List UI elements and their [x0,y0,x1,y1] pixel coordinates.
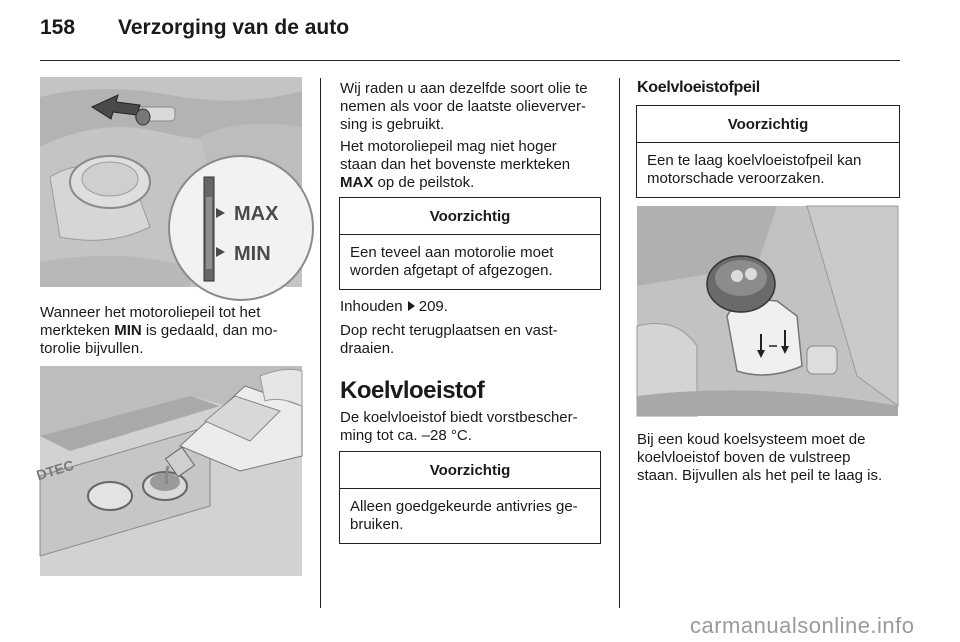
warning-title: Voorzichtig [340,198,600,235]
cap-paragraph [340,322,605,358]
warning-box-antifreeze [339,451,601,544]
column-divider-2 [619,78,620,608]
text-line: Alleen goedgekeurde antivries ge- [350,498,578,515]
text-line: Bij een koud koelsysteem moet de [637,431,866,448]
text-line: Wij raden u aan dezelfde soort olie te [340,80,588,97]
caption-text: merkteken [40,322,115,339]
caption-text: is gedaald, dan mo- [141,322,278,339]
warning-body [340,489,600,543]
min-marker-label: MIN [234,243,271,265]
reference-arrow-icon[interactable] [408,301,415,311]
text-line: Het motoroliepeil mag niet hoger [340,138,557,155]
text-bold: MAX [340,174,374,191]
text-line: draaien. [340,340,395,357]
warning-box-oil [339,197,601,290]
warning-body [637,143,899,197]
subsection-heading: Koelvloeistofpeil [637,79,760,96]
warning-title: Voorzichtig [637,106,899,143]
watermark: carmanualsonline.info [690,613,915,638]
dipstick-caption [40,304,310,358]
engine-badge: DTEC [34,456,76,484]
coolant-reservoir-illustration [637,206,898,416]
warning-body [340,235,600,289]
text-line: De koelvloeistof biedt vorstbescher- [340,409,578,426]
oil-filling-illustration [34,366,302,576]
caption-bold: MIN [114,322,142,339]
max-marker-label: MAX [234,203,279,225]
text-span: Inhouden [340,298,407,315]
text-line: staan dan het bovenste merkteken [340,156,571,173]
header-rule [40,60,900,61]
contents-reference [340,298,605,316]
dipstick-illustration [40,77,302,287]
page-title: Verzorging van de auto [118,16,350,39]
page-reference-link[interactable]: 209. [418,298,448,315]
caption-line [40,322,310,340]
caption-line: torolie bijvullen. [40,340,144,357]
text-line: Dop recht terugplaatsen en vast- [340,322,558,339]
text-line: nemen als voor de laatste olieverver- [340,98,586,115]
text-line: worden afgetapt of afgezogen. [350,262,553,279]
caption-line: Wanneer het motoroliepeil tot het [40,304,261,321]
text-line: motorschade veroorzaken. [647,170,825,187]
text-line [340,174,605,192]
oil-level-paragraph [340,138,605,192]
text-line: bruiken. [350,516,404,533]
text-span: op de peilstok. [373,174,475,191]
page-number: 158 [40,16,76,39]
section-heading: Koelvloeistof [340,377,485,404]
text-line: Een te laag koelvloeistofpeil kan [647,152,862,169]
column-divider-1 [320,78,321,608]
warning-title: Voorzichtig [340,452,600,489]
text-line: koelvloeistof boven de vulstreep [637,449,851,466]
text-line: sing is gebruikt. [340,116,445,133]
text-line: ming tot ca. –28 °C. [340,427,472,444]
coolant-level-paragraph [637,431,907,485]
text-line: Een teveel aan motorolie moet [350,244,554,261]
coolant-reservoir-drawing [637,206,898,416]
coolant-paragraph [340,409,605,445]
warning-box-coolant [636,105,900,198]
oil-advice-paragraph [340,80,605,134]
oil-filling-drawing [40,366,302,576]
text-line: staan. Bijvullen als het peil te laag is. [637,467,883,484]
